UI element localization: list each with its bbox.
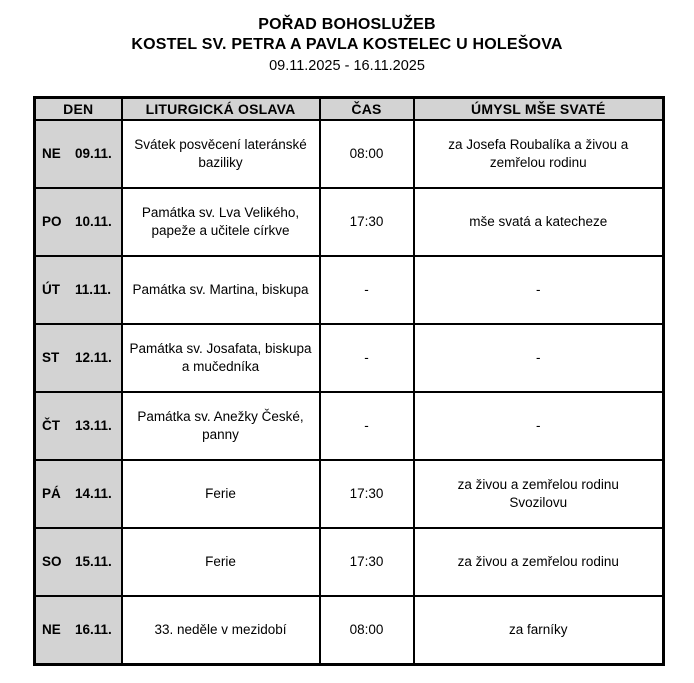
day-date: 11.11. [75, 282, 112, 297]
intention-cell: mše svatá a katecheze [414, 188, 664, 256]
day-abbrev: ÚT [42, 282, 60, 297]
table-header-row [35, 98, 664, 121]
intention-cell: za živou a zemřelou rodinu [414, 528, 664, 596]
intention-cell: za farníky [414, 596, 664, 664]
day-cell [35, 528, 122, 596]
day-date: 10.11. [75, 214, 112, 229]
column-header-umysl-mse-svate: ÚMYSL MŠE SVATÉ [414, 98, 664, 121]
time-cell: 17:30 [320, 188, 414, 256]
day-date: 14.11. [75, 486, 112, 501]
celebration-cell: Památka sv. Anežky České, panny [122, 392, 320, 460]
table-row [35, 392, 664, 460]
intention-cell: - [414, 392, 664, 460]
table-row [35, 120, 664, 188]
column-header-cas: ČAS [320, 98, 414, 121]
day-cell [35, 324, 122, 392]
intention-cell: za Josefa Roubalíka a živou a zemřelou rodinu [414, 120, 664, 188]
day-cell [35, 188, 122, 256]
table-row [35, 528, 664, 596]
celebration-cell: Svátek posvěcení lateránské baziliky [122, 120, 320, 188]
column-header-den: DEN [35, 98, 122, 121]
church-name: KOSTEL SV. PETRA A PAVLA KOSTELEC U HOLEŠOVA [131, 36, 563, 53]
day-abbrev: SO [42, 554, 62, 569]
time-cell: - [320, 256, 414, 324]
time-cell: 17:30 [320, 460, 414, 528]
table-row [35, 256, 664, 324]
time-cell: 08:00 [320, 596, 414, 664]
day-abbrev: PO [42, 214, 62, 229]
celebration-cell: Ferie [122, 460, 320, 528]
day-date: 12.11. [75, 350, 112, 365]
time-cell: - [320, 392, 414, 460]
day-date: 13.11. [75, 418, 112, 433]
time-cell: 17:30 [320, 528, 414, 596]
document-title: POŘAD BOHOSLUŽEB [258, 16, 436, 33]
day-date: 16.11. [75, 621, 112, 637]
table-row [35, 460, 664, 528]
table-row [35, 324, 664, 392]
intention-cell: - [414, 324, 664, 392]
celebration-cell: Památka sv. Martina, biskupa [122, 256, 320, 324]
day-abbrev: ST [42, 350, 60, 365]
day-date: 09.11. [75, 146, 112, 161]
date-range: 09.11.2025 - 16.11.2025 [269, 58, 425, 74]
intention-cell: za živou a zemřelou rodinu Svozilovu [414, 460, 664, 528]
day-cell [35, 256, 122, 324]
time-cell: 08:00 [320, 120, 414, 188]
celebration-cell: Památka sv. Lva Velikého, papeže a učitele církve [122, 188, 320, 256]
table-row [35, 188, 664, 256]
day-cell [35, 392, 122, 460]
day-cell [35, 120, 122, 188]
day-abbrev: PÁ [42, 486, 61, 501]
day-abbrev: NE [42, 621, 61, 637]
day-abbrev: NE [42, 146, 61, 161]
document-header [0, 0, 694, 76]
day-cell [35, 460, 122, 528]
schedule-table [33, 96, 665, 666]
day-cell [35, 596, 122, 664]
day-abbrev: ČT [42, 418, 60, 433]
column-header-liturgicka-oslava: LITURGICKÁ OSLAVA [122, 98, 320, 121]
time-cell: - [320, 324, 414, 392]
celebration-cell: Ferie [122, 528, 320, 596]
day-date: 15.11. [75, 554, 112, 569]
celebration-cell: Památka sv. Josafata, biskupa a mučedníka [122, 324, 320, 392]
celebration-cell: 33. neděle v mezidobí [122, 596, 320, 664]
intention-cell: - [414, 256, 664, 324]
table-row [35, 596, 664, 664]
